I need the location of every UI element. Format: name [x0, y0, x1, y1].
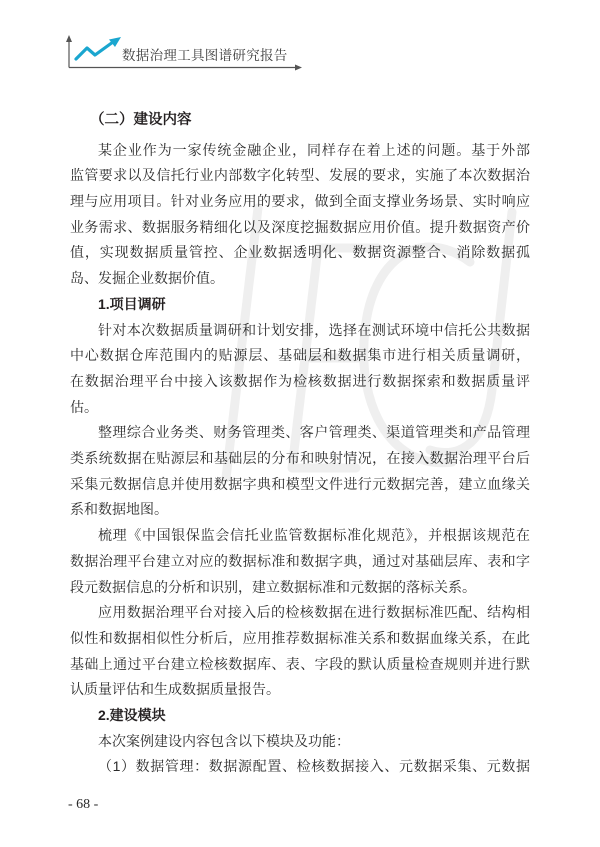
paragraph-line: 类系统数据在贴源层和基础层的分布和映射情况，在接入数据治理平台后	[70, 450, 530, 467]
subheading: 1.项目调研	[98, 295, 166, 312]
paragraph-line: 监管要求以及信托行业内部数字化转型、发展的要求，实施了本次数据治	[70, 167, 530, 184]
paragraph	[70, 600, 530, 703]
trend-line-icon	[76, 42, 113, 59]
paragraph-line: 本次案例建设内容包含以下模块及功能：	[98, 732, 350, 749]
paragraph-line: 在数据治理平台中接入该数据作为检核数据进行数据探索和数据质量评	[70, 372, 530, 389]
paragraph-line: 理与应用项目。针对业务应用的要求，做到全面支撑业务场景、实时响应	[70, 193, 530, 209]
paragraph-line: 整理综合业务类、财务管理类、客户管理类、渠道管理类和产品管理	[98, 424, 530, 441]
paragraph-line: 认质量评估和生成数据质量报告。	[70, 681, 280, 698]
paragraph	[70, 523, 530, 600]
section-heading: （二）建设内容	[90, 112, 192, 128]
page-number: - 68 -	[68, 797, 99, 812]
paragraph-line: 针对本次数据质量调研和计划安排，选择在测试环境中信托公共数据	[98, 321, 530, 338]
paragraph-line: 某企业作为一家传统金融企业，同样存在着上述的问题。基于外部	[98, 141, 530, 158]
paragraph	[70, 729, 530, 755]
paragraph-line: 系和数据地图。	[70, 501, 168, 518]
paragraph-line: 基础上通过平台建立检核数据库、表、字段的默认质量检查规则并进行默	[70, 655, 530, 672]
header-rule-arrowhead	[295, 65, 302, 71]
subheading: 2.建设模块	[98, 707, 166, 724]
paragraph-line: 中心数据仓库范围内的贴源层、基础层和数据集市进行相关质量调研，	[70, 347, 530, 364]
paragraph-line: 梳理《中国银保监会信托业监管数据标准化规范》，并根据该规范在	[98, 527, 530, 544]
paragraph-line: 似性和数据相似性分析后，应用推荐数据标准关系和数据血缘关系，在此	[70, 629, 530, 646]
paragraph-line: 数据治理平台建立对应的数据标准和数据字典，通过对基础层库、表和字	[70, 552, 530, 569]
report-title: 数据治理工具图谱研究报告	[122, 48, 288, 64]
paragraph-line: 业务需求、数据服务精细化以及深度挖掘数据应用价值。提升数据资产价	[70, 218, 530, 235]
paragraph	[70, 754, 530, 780]
paragraph-line: 段元数据信息的分析和识别，建立数据标准和元数据的落标关系。	[70, 578, 476, 595]
header-vertical-arrowhead	[66, 35, 72, 42]
paragraph	[70, 420, 530, 523]
paragraph	[70, 318, 530, 421]
paragraph-line: 采集元数据信息并使用数据字典和模型文件进行元数据完善，建立血缘关	[70, 475, 530, 492]
body-text	[70, 138, 530, 781]
paragraph-line: 估。	[70, 398, 98, 415]
paragraph-line: 应用数据治理平台对接入后的检核数据在进行数据标准匹配、结构相	[98, 604, 530, 621]
paragraph-line: 值，实现数据质量管控、企业数据透明化、数据资源整合、消除数据孤	[70, 244, 530, 261]
header-graphic	[0, 0, 600, 80]
paragraph	[70, 138, 530, 292]
paragraph-line: （1）数据管理：数据源配置、检核数据接入、元数据采集、元数据	[98, 758, 530, 775]
paragraph-line: 岛、发掘企业数据价值。	[70, 270, 224, 287]
